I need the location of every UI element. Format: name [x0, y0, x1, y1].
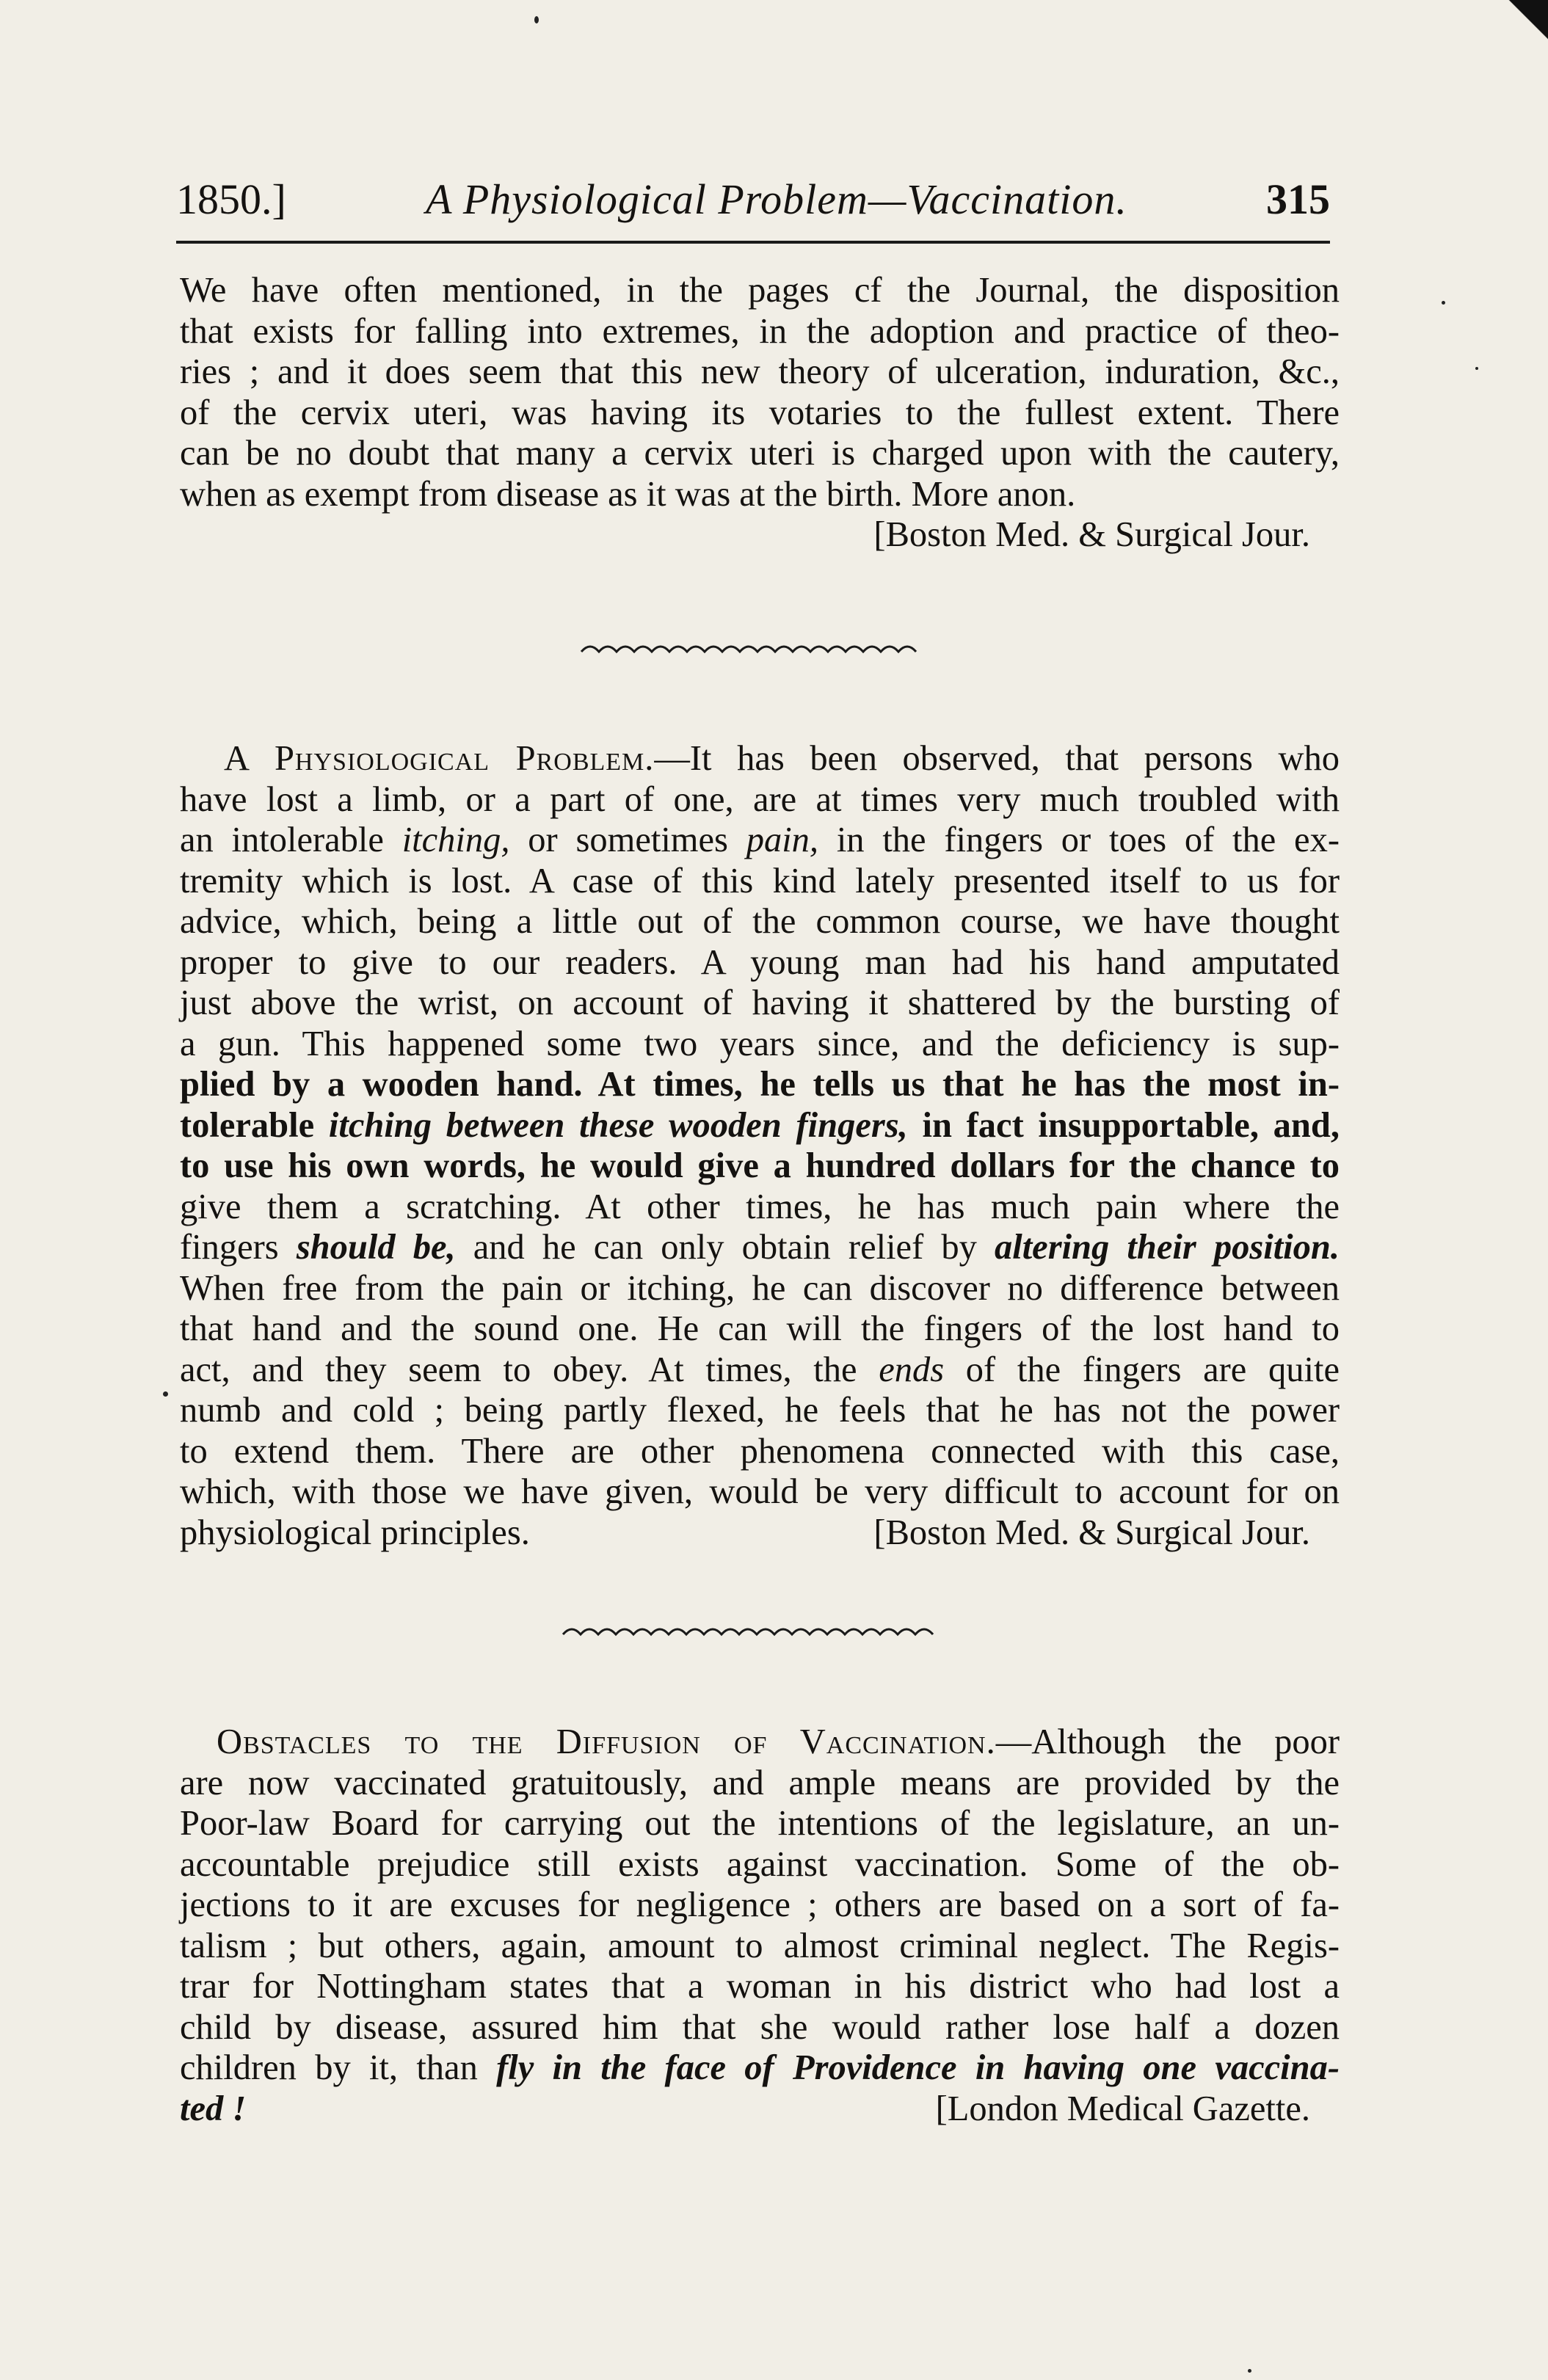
text-fragment: —It has been observed, that persons who	[654, 739, 1340, 778]
article-vaccination-obstacles	[180, 1722, 1340, 2129]
text-line	[180, 2048, 1340, 2089]
text-fragment: should be,	[296, 1228, 456, 1267]
text-line: advice, which, being a little out of the common course, we have thought	[180, 902, 1340, 941]
text-line: just above the wrist, on account of having it shattered by the bursting of	[180, 983, 1340, 1022]
text-line	[180, 1350, 1340, 1391]
text-line: when as exempt from disease as it was at the birth. More anon.	[180, 474, 1076, 514]
text-line: numb and cold ; being partly flexed, he feels that he has not the power	[180, 1391, 1340, 1430]
text-fragment: fly in the face of Providence in having one vaccina-	[496, 2048, 1340, 2087]
text-line: accountable prejudice still exists against vaccination. Some of the ob-	[180, 1844, 1340, 1884]
text-line: ries ; and it does seem that this new theory of ulceration, induration, &c.,	[180, 352, 1340, 391]
text-line: a gun. This happened some two years since, and the deficiency is sup-	[180, 1024, 1340, 1063]
text-line: Poor-law Board for carrying out the intentions of the legislature, an un-	[180, 1804, 1340, 1843]
text-line	[180, 820, 1340, 861]
text-line: that hand and the sound one. He can will the fingers of the lost hand to	[180, 1309, 1340, 1348]
text-fragment: fingers	[180, 1228, 297, 1267]
text-line	[180, 2089, 1340, 2130]
text-line: are now vaccinated gratuitously, and ample means are provided by the	[180, 1763, 1340, 1802]
text-line: We have often mentioned, in the pages cf the Journal, the disposition	[180, 271, 1340, 310]
text-line	[180, 1513, 1340, 1554]
scan-corner-mark	[1489, 0, 1548, 51]
text-fragment: ends	[879, 1350, 945, 1389]
text-line: jections to it are excuses for negligence ; others are based on a sort of fa-	[180, 1885, 1340, 1924]
text-line: When free from the pain or itching, he can discover no difference between	[180, 1268, 1340, 1308]
text-fragment: ted !	[180, 2089, 247, 2128]
text-line	[180, 1227, 1340, 1268]
text-line: plied by a wooden hand. At times, he tells us that he has the most in-	[180, 1065, 1340, 1104]
text-fragment: itching between these wooden fingers,	[328, 1105, 908, 1145]
running-head-title: A Physiological Problem—Vaccination.	[426, 175, 1127, 223]
text-fragment: —Although the poor	[995, 1722, 1340, 1761]
article-heading: A Physiological Problem.	[224, 739, 655, 778]
article-cervix-paragraph	[180, 270, 1340, 557]
header-rule	[176, 241, 1330, 244]
running-head-year: 1850.]	[176, 175, 286, 223]
text-line	[180, 738, 1340, 779]
article-physiological-problem	[180, 738, 1340, 1553]
running-head	[176, 175, 1330, 233]
text-line: give them a scratching. At other times, he has much pain where the	[180, 1187, 1340, 1226]
text-line: which, with those we have given, would be very difficult to account for on	[180, 1472, 1340, 1511]
text-fragment: and he can only obtain relief by	[455, 1228, 995, 1267]
text-line: that exists for falling into extremes, in the adoption and practice of theo-	[180, 311, 1340, 351]
text-line	[180, 1722, 1340, 1763]
text-fragment: children by it, than	[180, 2048, 497, 2087]
section-divider-ornament	[562, 1618, 943, 1645]
article-heading: Obstacles to the Diffusion of Vaccination.	[217, 1722, 996, 1761]
text-line	[180, 1105, 1340, 1146]
text-line: talism ; but others, again, amount to almost criminal neglect. The Regis-	[180, 1926, 1340, 1965]
source-citation: [Boston Med. & Surgical Jour.	[873, 1513, 1310, 1552]
text-line: proper to give to our readers. A young man had his hand amputated	[180, 942, 1340, 982]
text-line: child by disease, assured him that she would rather lose half a dozen	[180, 2007, 1340, 2047]
text-fragment: in the fingers or toes of the ex-	[818, 820, 1340, 859]
text-line: have lost a limb, or a part of one, are at times very much troubled with	[180, 779, 1340, 819]
text-fragment: in fact insupportable, and,	[907, 1105, 1340, 1145]
text-fragment: tolerable	[180, 1105, 329, 1145]
source-citation: [Boston Med. & Surgical Jour.	[873, 515, 1310, 554]
text-line: to extend them. There are other phenomena connected with this case,	[180, 1431, 1340, 1471]
text-line: of the cervix uteri, was having its votaries to the fullest extent. There	[180, 393, 1340, 432]
text-fragment: itching,	[401, 820, 510, 859]
page-number: 315	[1266, 175, 1330, 223]
text-line: trar for Nottingham states that a woman in his district who had lost a	[180, 1967, 1340, 2006]
text-line: tremity which is lost. A case of this kind lately presented itself to us for	[180, 861, 1340, 900]
text-fragment: pain,	[746, 820, 819, 859]
section-divider-ornament	[580, 636, 925, 662]
text-fragment: altering their position.	[994, 1228, 1340, 1267]
text-fragment: an intolerable	[180, 820, 402, 859]
text-line: can be no doubt that many a cervix uteri is charged upon with the cautery,	[180, 434, 1340, 473]
text-fragment: of the fingers are quite	[944, 1350, 1340, 1389]
text-line: to use his own words, he would give a hundred dollars for the chance to	[180, 1146, 1340, 1185]
source-citation: [London Medical Gazette.	[935, 2089, 1310, 2128]
text-fragment: physiological principles.	[180, 1513, 530, 1552]
text-fragment: or sometimes	[509, 820, 746, 859]
text-fragment: act, and they seem to obey. At times, the	[180, 1350, 879, 1389]
